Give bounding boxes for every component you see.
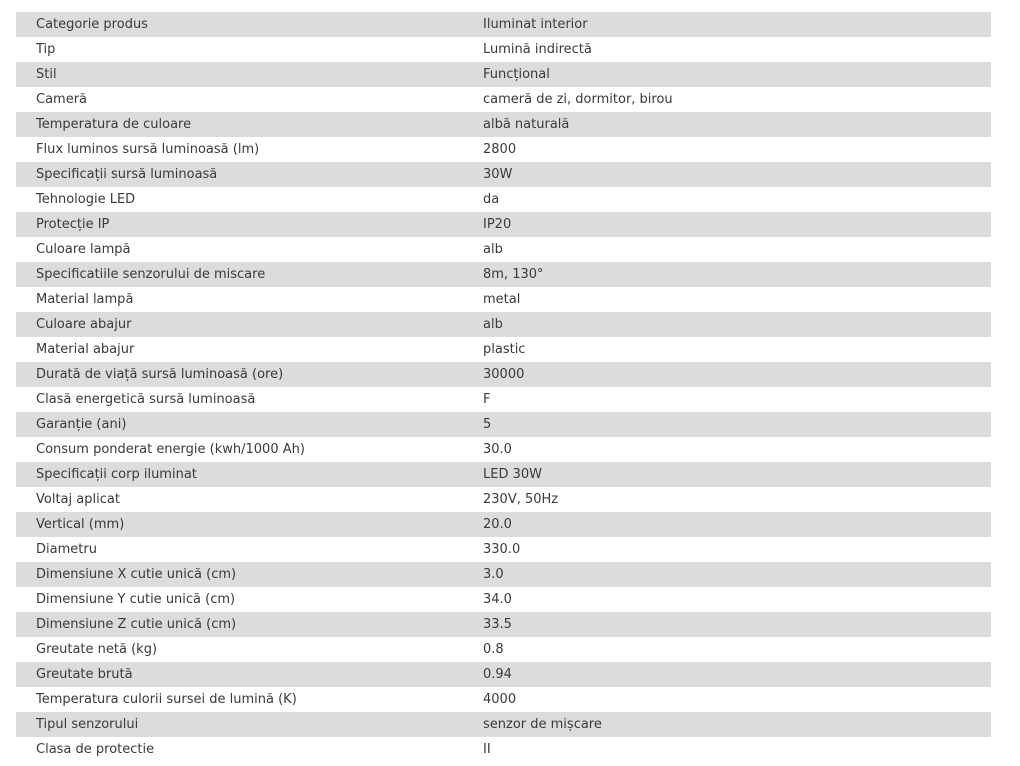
spec-value: 3.0 [483,567,504,582]
spec-value: cameră de zi, dormitor, birou [483,92,673,107]
spec-value: 30W [483,167,513,182]
spec-label: Culoare lampă [36,242,131,257]
spec-value: 5 [483,417,492,432]
spec-label: Voltaj aplicat [36,492,120,507]
spec-value: 230V, 50Hz [483,492,559,507]
spec-label: Culoare abajur [36,317,132,332]
spec-row [16,37,991,62]
spec-row [16,737,991,762]
spec-value: senzor de mișcare [483,717,602,732]
spec-value: Funcțional [483,67,550,82]
specifications-table [16,12,991,762]
spec-label: Tip [36,42,56,57]
spec-label: Greutate netă (kg) [36,642,158,657]
spec-row [16,412,991,437]
spec-row [16,562,991,587]
spec-value: 34.0 [483,592,512,607]
spec-row [16,537,991,562]
spec-label: Diametru [36,542,97,557]
spec-row [16,687,991,712]
spec-label: Dimensiune X cutie unică (cm) [36,567,237,582]
spec-value: F [483,392,491,407]
spec-row [16,87,991,112]
spec-value: Iluminat interior [483,17,588,32]
spec-value: 2800 [483,142,517,157]
spec-row [16,487,991,512]
spec-value: da [483,192,500,207]
spec-value: alb [483,317,503,332]
spec-label: Tehnologie LED [36,192,136,207]
spec-value: LED 30W [483,467,542,482]
spec-value: 33.5 [483,617,512,632]
spec-row [16,237,991,262]
spec-row [16,637,991,662]
spec-value: Lumină indirectă [483,42,592,57]
spec-label: Consum ponderat energie (kwh/1000 Ah) [36,442,305,457]
spec-row [16,62,991,87]
spec-label: Specificații corp iluminat [36,467,197,482]
spec-label: Cameră [36,92,88,107]
spec-row [16,587,991,612]
spec-value: 0.8 [483,642,504,657]
spec-label: Dimensiune Z cutie unică (cm) [36,617,237,632]
spec-value: 0.94 [483,667,512,682]
spec-row [16,512,991,537]
spec-label: Garanție (ani) [36,417,127,432]
spec-value: albă naturală [483,117,570,132]
spec-label: Categorie produs [36,17,148,32]
spec-label: Material lampă [36,292,134,307]
spec-label: Specificații sursă luminoasă [36,167,218,182]
spec-label: Greutate brută [36,667,133,682]
spec-value: 4000 [483,692,517,707]
spec-label: Protecție IP [36,217,110,232]
spec-label: Vertical (mm) [36,517,125,532]
spec-row [16,437,991,462]
spec-label: Clasă energetică sursă luminoasă [36,392,256,407]
spec-row [16,262,991,287]
spec-value: plastic [483,342,526,357]
spec-row [16,187,991,212]
spec-value: IP20 [483,217,512,232]
spec-value: 330.0 [483,542,521,557]
spec-row [16,212,991,237]
spec-label: Specificatiile senzorului de miscare [36,267,266,282]
spec-row [16,287,991,312]
spec-value: II [483,742,491,757]
spec-row [16,12,991,37]
spec-row [16,162,991,187]
spec-row [16,112,991,137]
spec-row [16,337,991,362]
spec-row [16,362,991,387]
spec-label: Durată de viață sursă luminoasă (ore) [36,367,284,382]
spec-row [16,662,991,687]
spec-value: 30.0 [483,442,512,457]
spec-row [16,462,991,487]
spec-label: Tipul senzorului [36,717,139,732]
spec-row [16,312,991,337]
spec-row [16,137,991,162]
spec-value: metal [483,292,521,307]
spec-value: 20.0 [483,517,512,532]
spec-label: Temperatura de culoare [36,117,192,132]
spec-value: 8m, 130° [483,267,544,282]
spec-label: Dimensiune Y cutie unică (cm) [36,592,236,607]
spec-label: Clasa de protectie [36,742,155,757]
spec-label: Temperatura culorii sursei de lumină (K) [36,692,297,707]
spec-row [16,612,991,637]
spec-label: Material abajur [36,342,135,357]
spec-row [16,387,991,412]
spec-value: alb [483,242,503,257]
spec-label: Flux luminos sursă luminoasă (lm) [36,142,260,157]
spec-value: 30000 [483,367,525,382]
spec-row [16,712,991,737]
spec-label: Stil [36,67,57,82]
